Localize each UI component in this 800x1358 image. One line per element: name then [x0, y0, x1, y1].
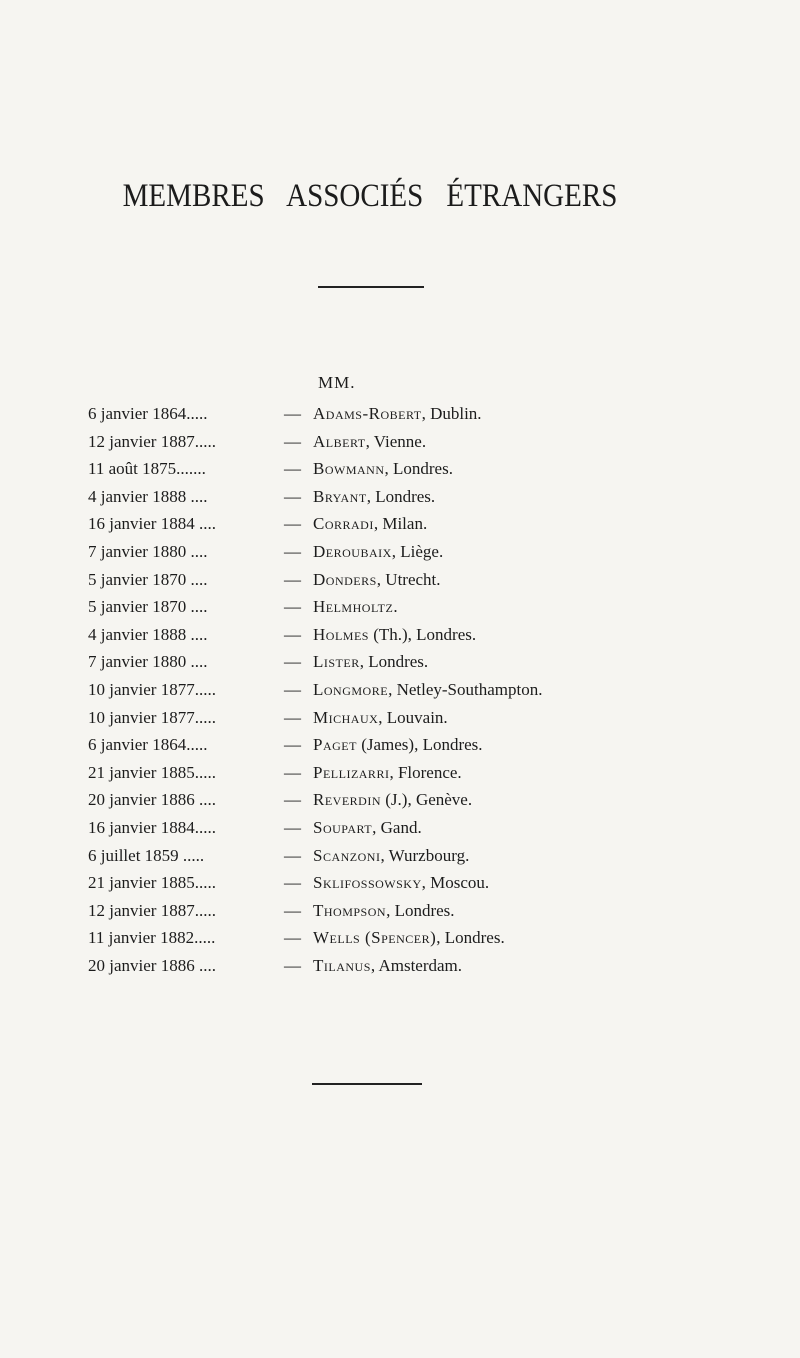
member-date: 12 janvier 1887.....	[88, 431, 216, 451]
member-entry	[313, 593, 398, 621]
member-entry	[313, 924, 505, 952]
list-item	[88, 842, 688, 870]
member-detail: , Londres.	[359, 652, 429, 672]
member-date: 10 janvier 1877.....	[88, 707, 216, 727]
member-date: 6 janvier 1864.....	[88, 735, 208, 755]
member-detail: , Moscou.	[421, 873, 490, 893]
list-item	[88, 593, 688, 621]
member-date: 21 janvier 1885.....	[88, 762, 216, 782]
member-detail: (J.), Genève.	[381, 790, 473, 810]
member-entry	[313, 731, 483, 759]
member-name: Lister	[313, 652, 360, 672]
member-entry	[313, 510, 427, 538]
list-item	[88, 952, 688, 980]
member-detail: , Londres.	[436, 928, 505, 948]
member-entry	[313, 676, 542, 704]
member-entry	[313, 897, 455, 925]
salutation: MM.	[318, 373, 356, 392]
member-detail: (James), Londres.	[356, 735, 483, 755]
list-item	[88, 648, 688, 676]
member-date: 6 juillet 1859 .....	[88, 845, 205, 865]
member-date: 5 janvier 1870 ....	[88, 569, 208, 589]
member-dash: —	[284, 735, 301, 755]
member-entry	[313, 842, 469, 870]
member-entry	[313, 648, 428, 676]
list-item	[88, 897, 688, 925]
member-date: 20 janvier 1886 ....	[88, 790, 216, 810]
list-item	[88, 538, 688, 566]
members-list	[88, 400, 688, 979]
member-name: Helmholtz.	[313, 597, 399, 617]
member-date: 4 janvier 1888 ....	[88, 486, 208, 506]
list-item	[88, 428, 688, 456]
member-date: 7 janvier 1880 ....	[88, 541, 208, 561]
member-name: Sklifossowsky	[313, 873, 422, 893]
member-date: 7 janvier 1880 ....	[88, 652, 208, 672]
member-dash: —	[284, 486, 301, 506]
member-name: Adams-Robert	[313, 404, 422, 423]
member-date: 11 janvier 1882.....	[88, 928, 216, 948]
member-date: 10 janvier 1877.....	[88, 679, 216, 699]
list-item	[88, 566, 688, 594]
member-name: Albert	[313, 431, 366, 451]
member-detail: , Amsterdam.	[370, 955, 463, 975]
member-entry	[313, 483, 435, 511]
member-date: 6 janvier 1864.....	[88, 404, 208, 423]
list-item	[88, 814, 688, 842]
member-entry	[313, 621, 476, 649]
member-dash: —	[284, 762, 301, 782]
member-dash: —	[284, 652, 301, 672]
member-dash: —	[284, 900, 301, 920]
member-entry	[313, 455, 453, 483]
member-entry	[313, 814, 422, 842]
member-dash: —	[284, 431, 301, 451]
member-dash: —	[284, 955, 301, 975]
list-item	[88, 759, 688, 787]
member-dash: —	[284, 679, 301, 699]
member-detail: , Dublin.	[421, 404, 482, 423]
member-dash: —	[284, 514, 301, 534]
list-item	[88, 483, 688, 511]
member-dash: —	[284, 873, 301, 893]
list-item	[88, 704, 688, 732]
member-entry	[313, 759, 462, 787]
member-detail: , Londres.	[386, 900, 455, 920]
list-item	[88, 676, 688, 704]
member-detail: , Milan.	[373, 514, 428, 534]
member-detail: , Utrecht.	[376, 569, 441, 589]
member-date: 4 janvier 1888 ....	[88, 624, 208, 644]
member-detail: (Th.), Londres.	[368, 624, 477, 644]
list-item	[88, 786, 688, 814]
member-entry	[313, 428, 426, 456]
member-name: Michaux	[313, 707, 379, 727]
member-entry	[313, 400, 482, 428]
member-detail: , Gand.	[372, 817, 422, 837]
member-name: Wells (Spencer)	[313, 928, 437, 948]
member-date: 11 août 1875.......	[88, 459, 206, 479]
member-name: Reverdin	[313, 790, 381, 810]
list-item	[88, 869, 688, 897]
member-date: 16 janvier 1884 ....	[88, 514, 216, 534]
member-detail: , Netley-Southampton.	[388, 679, 543, 699]
member-dash: —	[284, 459, 301, 479]
member-date: 16 janvier 1884.....	[88, 817, 216, 837]
member-name: Soupart	[313, 817, 373, 837]
member-entry	[313, 952, 462, 980]
member-detail: , Wurzbourg.	[380, 845, 470, 865]
member-detail: , Londres.	[366, 486, 436, 506]
member-name: Pellizarri	[313, 762, 390, 782]
member-name: Bryant	[313, 486, 367, 506]
member-dash: —	[284, 541, 301, 561]
member-date: 20 janvier 1886 ....	[88, 955, 216, 975]
member-date: 5 janvier 1870 ....	[88, 597, 208, 617]
member-detail: , Florence.	[389, 762, 462, 782]
list-item	[88, 621, 688, 649]
member-detail: , Vienne.	[365, 431, 427, 451]
member-name: Deroubaix	[313, 541, 392, 561]
member-detail: , Londres.	[384, 459, 453, 479]
list-item	[88, 455, 688, 483]
member-dash: —	[284, 790, 301, 810]
member-name: Tilanus	[313, 955, 371, 975]
member-name: Scanzoni	[313, 845, 381, 865]
member-entry	[313, 566, 441, 594]
member-name: Bowmann	[313, 459, 385, 479]
member-dash: —	[284, 597, 301, 617]
member-dash: —	[284, 845, 301, 865]
member-dash: —	[284, 404, 301, 423]
member-dash: —	[284, 928, 301, 948]
member-dash: —	[284, 707, 301, 727]
member-name: Paget	[313, 735, 357, 755]
member-name: Donders	[313, 569, 377, 589]
list-item	[88, 400, 688, 428]
page-title: MEMBRES ASSOCIÉS ÉTRANGERS	[122, 178, 618, 214]
closing-rule	[312, 1083, 422, 1085]
member-name: Thompson	[313, 900, 387, 920]
member-entry	[313, 538, 443, 566]
member-dash: —	[284, 624, 301, 644]
member-entry	[313, 704, 448, 732]
list-item	[88, 510, 688, 538]
member-name: Holmes	[313, 624, 369, 644]
member-entry	[313, 786, 472, 814]
member-dash: —	[284, 817, 301, 837]
member-name: Corradi	[313, 514, 374, 534]
member-name: Longmore	[313, 679, 389, 699]
list-item	[88, 924, 688, 952]
member-date: 12 janvier 1887.....	[88, 900, 216, 920]
list-item	[88, 731, 688, 759]
member-detail: , Louvain.	[378, 707, 448, 727]
member-detail: , Liège.	[391, 541, 444, 561]
member-dash: —	[284, 569, 301, 589]
member-date: 21 janvier 1885.....	[88, 873, 216, 893]
member-entry	[313, 869, 489, 897]
title-rule	[318, 286, 424, 288]
